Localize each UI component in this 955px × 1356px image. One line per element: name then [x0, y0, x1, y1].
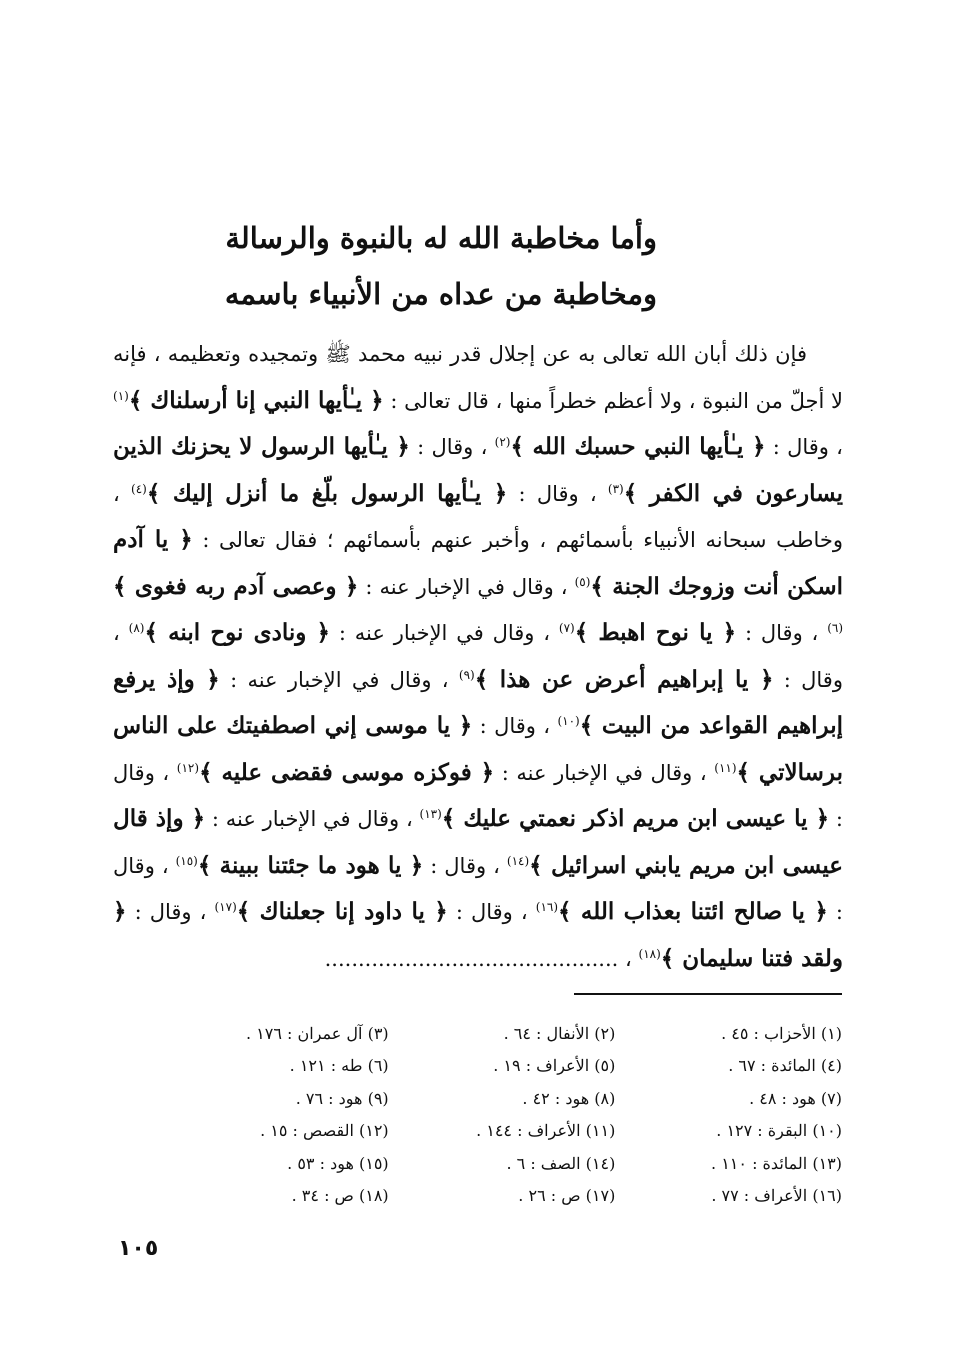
footnote-ref: (١٢) [176, 760, 200, 775]
body-text-segment: ، وقال : [455, 900, 528, 924]
body-text-segment: ، وقال في الإخبار عنه : [230, 667, 449, 692]
footnote-ref: (١٠) [557, 714, 580, 728]
body-text-segment: ، وقال : [113, 621, 843, 692]
footnote-row [162, 1180, 842, 1212]
footnote-item: (٦) طه : ١٢١ . [289, 1056, 389, 1076]
footnote-ref: (٥) [574, 574, 591, 589]
ellipsis-dots: ............................................ [324, 946, 619, 971]
body-text-segment: ، وقال : [113, 760, 843, 831]
footnote-ref: (٣) [607, 481, 624, 496]
body-text-segment: ، وقال في الإخبار عنه : [211, 807, 413, 831]
footnote-ref: (١١) [714, 760, 737, 775]
footnote-item: (١٠) البقرة : ١٢٧ . [716, 1121, 842, 1141]
quran-verse: ﴿ وإذ قال عيسى ابن مريم يابني اسرائيل ﴾ [113, 805, 843, 879]
body-text-segment: ، وقال : [518, 481, 597, 506]
quran-verse: ﴿ يا نوح اهبط ﴾ [574, 619, 737, 646]
chapter-heading-line-1: وأما مخاطبة الله له بالنبوة والرسالة [225, 221, 657, 255]
footnote-separator [574, 993, 842, 995]
body-text-segment: ، وقال في الإخبار عنه : [338, 621, 551, 645]
footnote-ref: (٦) [827, 621, 844, 635]
quran-verse: ﴿ يا إبراهيم أعرض عن هذا ﴾ [474, 665, 774, 693]
quran-verse: ﴿ يا آدم اسكن أنت وزوجك الجنة ﴾ [113, 526, 843, 600]
footnote-ref: (١٦) [535, 900, 559, 914]
quran-verse: ﴿ يا داود إنا جعلناك ﴾ [236, 898, 448, 925]
footnote-row [162, 1148, 842, 1180]
footnote-row [162, 1018, 842, 1050]
footnote-ref: (٧) [558, 621, 575, 635]
chapter-heading-line-2: ومخاطبة من عداه من الأنبياء باسمه [224, 277, 657, 311]
footnote-ref: (١٣) [419, 807, 442, 821]
footnote-item: (١٦) الأعراف : ٧٧ . [711, 1185, 842, 1205]
body-text-segment: ، وقال : [772, 435, 843, 459]
body-text-segment: ، وخاطب سبحانه الأنبياء بأسمائهم ، وأخبر عنهم بأسمائهم ؛ فقال تعالى : [113, 481, 843, 552]
footnote-ref: (١) [113, 388, 129, 403]
body-text-segment: ، وقال : [417, 435, 488, 459]
footnote-item: (١٢) القصص : ١٥ . [260, 1121, 389, 1141]
body-text-segment: ، وقال : [479, 714, 551, 738]
body-text-segment: ، وقال : [113, 853, 843, 924]
footnote-item: (١٣) المائدة : ١١٠ . [711, 1153, 842, 1173]
quran-verse: ﴿ يا عيسى ابن مريم اذكر نعمتي عليك ﴾ [441, 805, 830, 832]
footnote-item: (١٤) الصف : ٦ . [506, 1153, 616, 1173]
footnote-ref: (١٤) [506, 853, 530, 868]
footnote-item: (١١) الأعراف : ١٤٤ . [476, 1121, 616, 1141]
body-text-segment: ، وقال في الإخبار عنه : [501, 760, 707, 785]
quran-verse: ﴿ ونادى نوح ابنه ﴾ [144, 619, 331, 646]
quran-verse: ﴿ يـٰأيها الرسول بلّغ ما أنزل إليك ﴾ [146, 479, 508, 507]
quran-verse: ﴿ يا موسى إني اصطفيتك على الناس برسالاتي ﴾ [113, 712, 843, 786]
quran-verse: ﴿ ولقد فتنا سليمان ﴾ [113, 898, 843, 972]
body-text-segment: ، وقال في الإخبار عنه : [365, 574, 568, 599]
footnote-item: (٢) الأنفال : ٦٤ . [503, 1024, 616, 1043]
footnote-item: (١٨) ص : ٣٤ . [291, 1185, 389, 1205]
footnote-item: (٣) آل عمران : ١٧٦ . [245, 1024, 389, 1043]
footnote-ref: (١٨) [638, 946, 661, 961]
quran-verse: ﴿ يا هود ما جئتنا ببينة ﴾ [197, 851, 424, 879]
footnote-item: (١٧) ص : ٢٦ . [518, 1185, 616, 1205]
footnote-item: (١٥) هود : ٥٣ . [287, 1153, 389, 1173]
quran-verse: ﴿ يـٰأيها النبي إنا أرسلناك ﴾ [128, 386, 384, 414]
footnote-item: (٤) المائدة : ٦٧ . [728, 1056, 842, 1076]
footnote-row [162, 1050, 842, 1082]
body-text-segment: ، وقال : [744, 621, 819, 645]
footnote-ref: (٨) [128, 621, 145, 635]
footnote-item: (٥) الأعراف : ١٩ . [493, 1056, 616, 1076]
quran-verse: ﴿ وعصى آدم ربه فغوى ﴾ [113, 572, 359, 600]
footnote-ref: (٤) [131, 481, 147, 496]
body-text-segment: ، [625, 946, 632, 971]
footnote-row [162, 1115, 842, 1147]
page-number: ١٠٥ [118, 1236, 159, 1261]
footnote-ref: (٩) [458, 667, 475, 682]
quran-verse: ﴿ يا صالح ائتنا بعذاب الله ﴾ [558, 898, 828, 925]
body-text-segment: فإن ذلك أبان الله تعالى به عن إجلال قدر نبيه محمد ﷺ وتمجيده وتعظيمه ، فإنه لا أجلّ من النبوة ، ولا أعظم خطراً منها ، قال تعالى : [113, 342, 843, 413]
quran-verse: ﴿ وإذ يرفع إبراهيم القواعد من البيت ﴾ [113, 665, 844, 739]
quran-verse: ﴿ فوكزه موسى فقضى عليه ﴾ [199, 758, 495, 786]
body-text-segment: ، وقال : [430, 853, 500, 878]
body-paragraph [113, 332, 843, 982]
footnote-item: (٨) هود : ٤٢ . [522, 1088, 616, 1108]
quran-verse: ﴿ يـٰأيها الرسول لا يحزنك الذين يسارعون في الكفر ﴾ [113, 433, 843, 507]
footnotes [162, 1018, 842, 1212]
footnote-item: (٧) هود : ٤٨ . [749, 1088, 842, 1108]
footnote-item: (٩) هود : ٧٦ . [295, 1088, 389, 1108]
body-text-segment: ، وقال : [134, 900, 207, 924]
footnote-item: (١) الأحزاب : ٤٥ . [721, 1024, 842, 1043]
footnote-ref: (١٥) [175, 853, 198, 868]
footnote-ref: (١٧) [214, 900, 237, 914]
footnote-row [162, 1083, 842, 1115]
quran-verse: ﴿ يـٰأيها النبي حسبك الله ﴾ [510, 433, 766, 460]
footnote-ref: (٢) [494, 435, 511, 449]
